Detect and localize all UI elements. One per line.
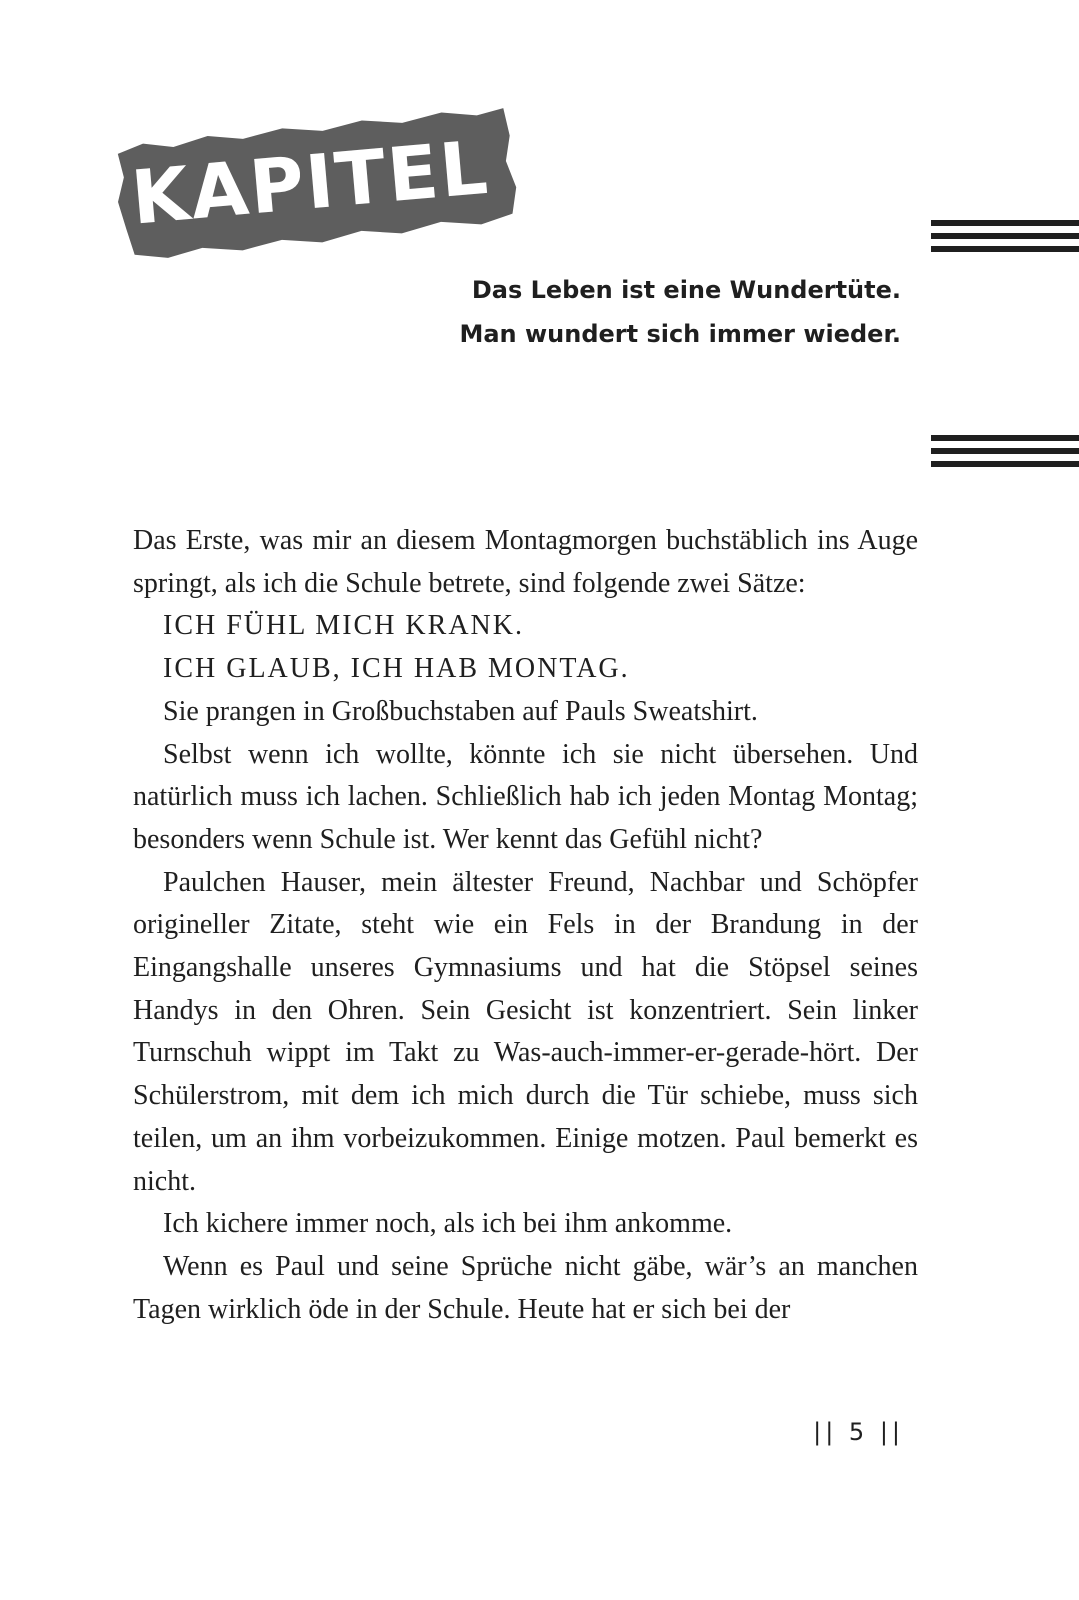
epigraph [459, 268, 901, 356]
chapter-heading: KAPITEL 1 [128, 117, 574, 242]
epigraph-line-1: Das Leben ist eine Wundertüte. [471, 276, 901, 304]
paragraph: Selbst wenn ich wollte, könnte ich sie nicht übersehen. Und natürlich muss ich lachen. Schließlich hab ich jeden Montag Montag; besonders wenn Schule ist. Wer kennt das Gefühl nicht? [133, 738, 918, 855]
paragraph: Ich kichere immer noch, als ich bei ihm ankomme. [163, 1208, 733, 1240]
paragraph: Wenn es Paul und seine Sprüche nicht gäbe, wär’s an manchen Tagen wirklich öde in der Schule. Heute hat er sich bei der [133, 1250, 918, 1325]
page-number: || 5 || [813, 1418, 904, 1446]
shirt-line-2: ICH GLAUB, ICH HAB MONTAG. [163, 653, 630, 685]
decorative-rules-bottom [931, 435, 1079, 474]
chapter-badge [113, 105, 574, 263]
body-text [133, 520, 918, 1331]
paragraph: Paulchen Hauser, mein ältester Freund, Nachbar und Schöpfer origineller Zitate, steht wie ein Fels in der Brandung in der Eingangshalle unseres Gymnasiums und hat die Stöpsel seines Handys in den Ohren. Sein Gesicht ist konzentriert. Sein linker Turnschuh wippt im Takt zu Was-auch-immer-er-gerade-hört. Der Schülerstrom, mit dem ich mich durch die Tür schiebe, muss sich teilen, um an ihm vorbeizukommen. Einige motzen. Paul bemerkt es nicht. [133, 866, 918, 1197]
paragraph: Das Erste, was mir an diesem Montagmorgen buchstäblich ins Auge springt, als ich die Schule betrete, sind folgende zwei Sätze: [133, 525, 918, 599]
shirt-line-1: ICH FÜHL MICH KRANK. [163, 610, 524, 642]
paragraph: Sie prangen in Großbuchstaben auf Pauls Sweatshirt. [163, 695, 758, 727]
decorative-rules-top [931, 220, 1079, 259]
epigraph-line-2: Man wundert sich immer wieder. [459, 320, 901, 348]
